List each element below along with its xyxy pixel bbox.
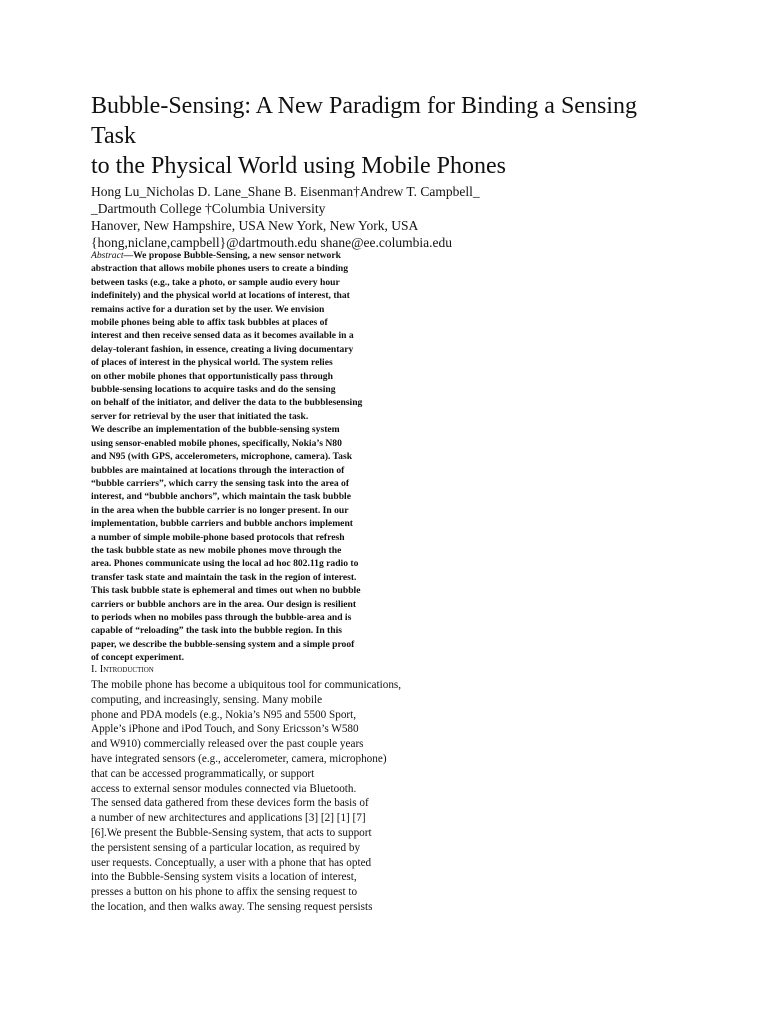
abstract-line-text: bubbles are maintained at locations through the interaction of — [91, 464, 345, 476]
body-line: presses a button on his phone to affix the sensing request to — [91, 886, 358, 899]
abstract-line-text: the task bubble state as new mobile phones move through the — [91, 544, 342, 556]
abstract-line — [91, 370, 451, 383]
abstract-line — [91, 329, 451, 342]
abstract-line-text: mobile phones being able to affix task bubbles at places of — [91, 317, 328, 329]
body-line: into the Bubble-Sensing system visits a location of interest, — [91, 871, 357, 884]
abstract-line-text: remains active for a duration set by the user. We envision — [91, 303, 325, 315]
abstract-line-text: transfer task state and maintain the task in the region of interest. — [91, 571, 357, 583]
abstract-line — [91, 584, 451, 597]
abstract-line-text: indefinitely) and the physical world at locations of interest, that — [91, 290, 350, 302]
abstract-line-text: implementation, bubble carriers and bubble anchors implement — [91, 518, 353, 530]
body-line: phone and PDA models (e.g., Nokia’s N95 and 5500 Sport, — [91, 708, 357, 721]
abstract-line-text: bubble-sensing locations to acquire tasks and do the sensing — [91, 384, 336, 396]
abstract-line — [91, 410, 451, 423]
abstract-line — [91, 303, 451, 316]
abstract-line-text: server for retrieval by the user that initiated the task. — [91, 410, 309, 422]
abstract-line-text: interest and then receive sensed data as it becomes available in a — [91, 330, 354, 342]
author-line: _Dartmouth College †Columbia University — [91, 201, 326, 216]
body-line: and W910) commercially released over the past couple years — [91, 738, 364, 751]
abstract-line-text: of places of interest in the physical world. The system relies — [91, 357, 333, 369]
author-line: Hong Lu_Nicholas D. Lane_Shane B. Eisenman†Andrew T. Campbell_ — [91, 184, 480, 199]
abstract-line — [91, 464, 451, 477]
abstract — [91, 249, 451, 665]
abstract-line — [91, 477, 451, 490]
abstract-line — [91, 611, 451, 624]
abstract-line-text: a number of simple mobile-phone based protocols that refresh — [91, 531, 345, 543]
abstract-line — [91, 437, 451, 450]
body-line: user requests. Conceptually, a user with a phone that has opted — [91, 856, 372, 869]
body-line: access to external sensor modules connected via Bluetooth. — [91, 782, 357, 795]
abstract-line — [91, 504, 451, 517]
body-line: the persistent sensing of a particular location, as required by — [91, 841, 361, 854]
abstract-line-text: of concept experiment. — [91, 652, 184, 664]
abstract-line-text: in the area when the bubble carrier is no longer present. In our — [91, 504, 349, 516]
abstract-line-text: carriers or bubble anchors are in the area. Our design is resilient — [91, 598, 357, 610]
abstract-line-text: to periods when no mobiles pass through the bubble-area and is — [91, 611, 352, 623]
body-line: The sensed data gathered from these devices form the basis of — [91, 797, 369, 810]
abstract-line-text: “bubble carriers”, which carry the sensing task into the area of — [91, 477, 350, 489]
abstract-line — [91, 598, 451, 611]
abstract-line — [91, 624, 451, 637]
abstract-line — [91, 289, 451, 302]
abstract-line — [91, 356, 451, 369]
body-text — [91, 678, 471, 915]
abstract-line — [91, 396, 451, 409]
abstract-line-text: delay-tolerant fashion, in essence, creating a living documentary — [91, 343, 354, 355]
title-line: to the Physical World using Mobile Phones — [91, 153, 506, 179]
abstract-line — [91, 450, 451, 463]
abstract-line-text: between tasks (e.g., take a photo, or sample audio every hour — [91, 276, 340, 288]
abstract-line — [91, 638, 451, 651]
section-heading — [91, 663, 451, 676]
abstract-line — [91, 423, 451, 436]
abstract-line-text: capable of “reloading” the task into the bubble region. In this — [91, 625, 342, 637]
body-line: have integrated sensors (e.g., accelerometer, camera, microphone) — [91, 752, 387, 765]
body-line: the location, and then walks away. The sensing request persists — [91, 900, 373, 913]
abstract-line — [91, 517, 451, 530]
abstract-line-text: abstraction that allows mobile phones users to create a binding — [91, 263, 348, 275]
title-line: Bubble-Sensing: A New Paradigm for Binding a Sensing — [91, 93, 637, 119]
abstract-line-text: We describe an implementation of the bubble-sensing system — [91, 424, 340, 436]
abstract-line — [91, 531, 451, 544]
abstract-line — [91, 276, 451, 289]
section-number: I. — [91, 664, 100, 675]
abstract-line — [91, 557, 451, 570]
abstract-line-text: and N95 (with GPS, accelerometers, microphone, camera). Task — [91, 451, 353, 463]
abstract-line — [91, 249, 451, 262]
abstract-line — [91, 316, 451, 329]
abstract-line-text: using sensor-enabled mobile phones, specifically, Nokia’s N80 — [91, 437, 342, 449]
abstract-line — [91, 343, 451, 356]
abstract-line-text: —We propose Bubble-Sensing, a new sensor network — [123, 250, 341, 261]
abstract-line — [91, 571, 451, 584]
section-title: Introduction — [99, 664, 154, 675]
abstract-line-text: on other mobile phones that opportunistically pass through — [91, 370, 333, 382]
abstract-line-text: on behalf of the initiator, and deliver the data to the bubblesensing — [91, 397, 363, 409]
body-line: a number of new architectures and applications [3] [2] [1] [7] — [91, 812, 366, 825]
abstract-label: Abstract — [91, 250, 124, 261]
body-line: The mobile phone has become a ubiquitous tool for communications, — [91, 679, 402, 691]
abstract-line — [91, 262, 451, 275]
paper-title — [91, 91, 691, 181]
author-line: {hong,niclane,campbell}@dartmouth.edu shane@ee.columbia.edu — [91, 235, 452, 250]
body-line: Apple’s iPhone and iPod Touch, and Sony Ericsson’s W580 — [91, 723, 359, 736]
author-block — [91, 183, 651, 251]
abstract-line — [91, 383, 451, 396]
body-line: computing, and increasingly, sensing. Many mobile — [91, 693, 323, 706]
abstract-line — [91, 490, 451, 503]
title-line: Task — [91, 123, 136, 149]
body-line: [6].We present the Bubble-Sensing system, that acts to support — [91, 826, 372, 839]
body-line: that can be accessed programmatically, or support — [91, 767, 315, 780]
abstract-line-text: interest, and “bubble anchors”, which maintain the task bubble — [91, 491, 351, 503]
abstract-line-text: area. Phones communicate using the local ad hoc 802.11g radio to — [91, 558, 359, 570]
abstract-line — [91, 544, 451, 557]
author-line: Hanover, New Hampshire, USA New York, New York, USA — [91, 218, 419, 233]
abstract-line-text: This task bubble state is ephemeral and times out when no bubble — [91, 585, 361, 597]
abstract-line-text: paper, we describe the bubble-sensing system and a simple proof — [91, 638, 355, 650]
